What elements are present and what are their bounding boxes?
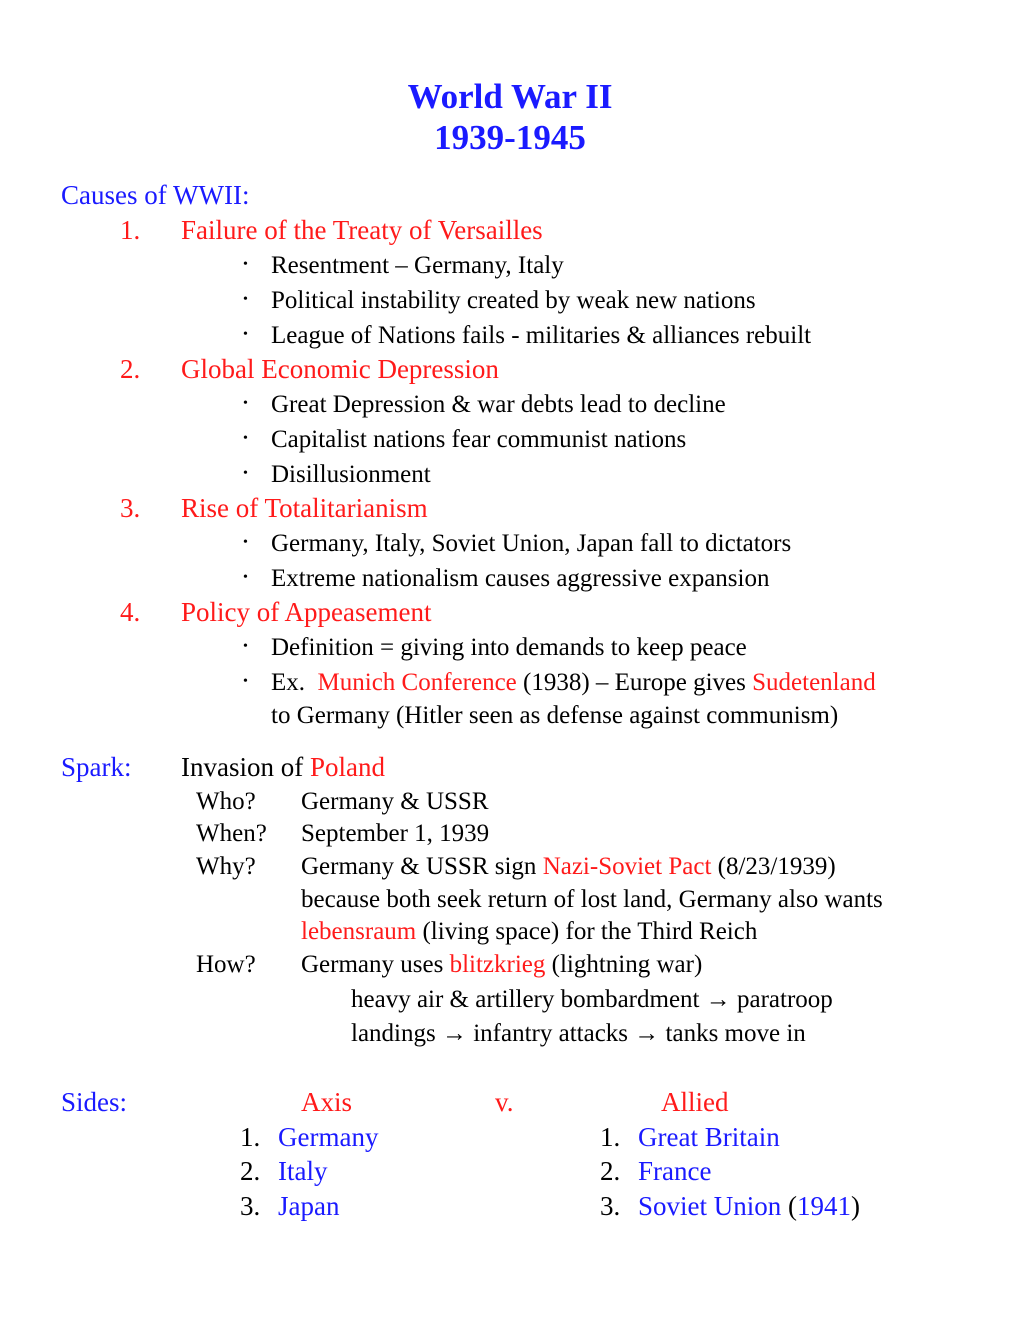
how-answer-line-3: [351, 1021, 806, 1046]
how-question: How?: [196, 951, 256, 978]
axis-item-italy: Italy: [278, 1156, 328, 1186]
cause-2-label: Global Economic Depression: [181, 354, 499, 384]
why-answer-prefix: Germany & USSR sign: [301, 853, 537, 880]
how-line-2-text-a: heavy air & artillery bombardment: [351, 986, 700, 1013]
cause-1-bullet-3: League of Nations fails - militaries & alliances rebuilt: [271, 322, 812, 349]
allied-item-3-number: 3.: [600, 1191, 621, 1221]
bullet-icon: •: [243, 257, 248, 272]
why-answer-line-3: [301, 919, 757, 944]
cause-1-bullet-1: Resentment – Germany, Italy: [271, 252, 564, 279]
cause-2-number: 2.: [120, 354, 141, 384]
arrow-right-icon: →: [634, 1020, 660, 1047]
paren-open: (: [788, 1191, 798, 1221]
who-question: Who?: [196, 788, 256, 815]
how-line-3-text-a: landings: [351, 1020, 436, 1047]
how-answer-line-1: [301, 952, 702, 977]
cause-1-label: Failure of the Treaty of Versailles: [181, 215, 543, 245]
how-line-3-text-b: infantry attacks: [473, 1020, 629, 1047]
sides-label: Sides:: [61, 1087, 128, 1117]
how-line-2-text-b: paratroop: [737, 986, 833, 1013]
how-answer-line-2: [351, 987, 833, 1012]
soviet-union-name: Soviet Union: [638, 1191, 782, 1221]
axis-item-japan: Japan: [278, 1191, 340, 1221]
cause-4-label: Policy of Appeasement: [181, 597, 432, 627]
paren-close: ): [851, 1191, 861, 1221]
who-answer: Germany & USSR: [301, 788, 489, 815]
when-question: When?: [196, 820, 267, 847]
causes-heading: Causes of WWII:: [61, 180, 250, 210]
title-line-2: 1939-1945: [434, 118, 586, 157]
why-question: Why?: [196, 853, 256, 880]
axis-heading: Axis: [301, 1087, 353, 1117]
sudetenland-term: Sudetenland: [752, 669, 876, 696]
bullet-icon: •: [243, 639, 248, 654]
allied-item-great-britain: Great Britain: [638, 1122, 780, 1152]
cause-3-label: Rise of Totalitarianism: [181, 493, 428, 523]
axis-item-germany: Germany: [278, 1122, 379, 1152]
cause-4-number: 4.: [120, 597, 141, 627]
arrow-right-icon: →: [441, 1020, 467, 1047]
bullet-icon: •: [243, 466, 248, 481]
cause-4-bullet-1: Definition = giving into demands to keep peace: [271, 634, 747, 661]
allied-item-soviet-union: [638, 1193, 860, 1220]
how-answer-prefix: Germany uses: [301, 951, 444, 978]
bullet-icon: •: [243, 535, 248, 550]
cause-2-bullet-3: Disillusionment: [271, 461, 431, 488]
lebensraum-term: lebensraum: [301, 918, 417, 945]
nazi-soviet-pact-term: Nazi-Soviet Pact: [542, 853, 712, 880]
axis-item-3-number: 3.: [240, 1191, 261, 1221]
bullet-icon: •: [243, 396, 248, 411]
cause-3-number: 3.: [120, 493, 141, 523]
axis-item-1-number: 1.: [240, 1122, 261, 1152]
example-middle-text: (1938) – Europe gives: [523, 669, 746, 696]
allied-heading: Allied: [661, 1087, 729, 1117]
bullet-icon: •: [243, 431, 248, 446]
cause-2-bullet-1: Great Depression & war debts lead to decline: [271, 391, 726, 418]
why-answer-line-3-text: (living space) for the Third Reich: [422, 918, 758, 945]
how-answer-suffix: (lightning war): [551, 951, 703, 978]
cause-1-bullet-2: Political instability created by weak new nations: [271, 287, 756, 314]
soviet-entry-year: 1941: [797, 1191, 852, 1221]
spark-text: [181, 754, 385, 781]
cause-4-example-line-1: [271, 670, 876, 695]
versus-label: v.: [495, 1087, 514, 1117]
bullet-icon: •: [243, 674, 248, 689]
allied-item-france: France: [638, 1156, 712, 1186]
allied-item-2-number: 2.: [600, 1156, 621, 1186]
title-line-1: World War II: [407, 77, 613, 116]
cause-2-bullet-2: Capitalist nations fear communist nations: [271, 426, 687, 453]
cause-1-number: 1.: [120, 215, 141, 245]
why-answer-line-2: because both seek return of lost land, Germany also wants: [301, 886, 883, 913]
arrow-right-icon: →: [705, 986, 731, 1013]
bullet-icon: •: [243, 292, 248, 307]
cause-4-example-line-2: to Germany (Hitler seen as defense against communism): [271, 702, 839, 729]
blitzkrieg-term: blitzkrieg: [449, 951, 546, 978]
spark-label: Spark:: [61, 752, 132, 782]
why-answer-line-1: [301, 854, 836, 879]
cause-3-bullet-1: Germany, Italy, Soviet Union, Japan fall to dictators: [271, 530, 792, 557]
allied-item-1-number: 1.: [600, 1122, 621, 1152]
axis-item-2-number: 2.: [240, 1156, 261, 1186]
poland-term: Poland: [309, 752, 385, 782]
example-prefix: Ex.: [271, 669, 306, 696]
munich-conference-term: Munich Conference: [317, 669, 517, 696]
cause-3-bullet-2: Extreme nationalism causes aggressive expansion: [271, 565, 770, 592]
how-line-3-text-c: tanks move in: [665, 1020, 806, 1047]
spark-text-prefix: Invasion of: [181, 752, 304, 782]
bullet-icon: •: [243, 570, 248, 585]
bullet-icon: •: [243, 327, 248, 342]
when-answer: September 1, 1939: [301, 820, 490, 847]
why-answer-date: (8/23/1939): [717, 853, 836, 880]
